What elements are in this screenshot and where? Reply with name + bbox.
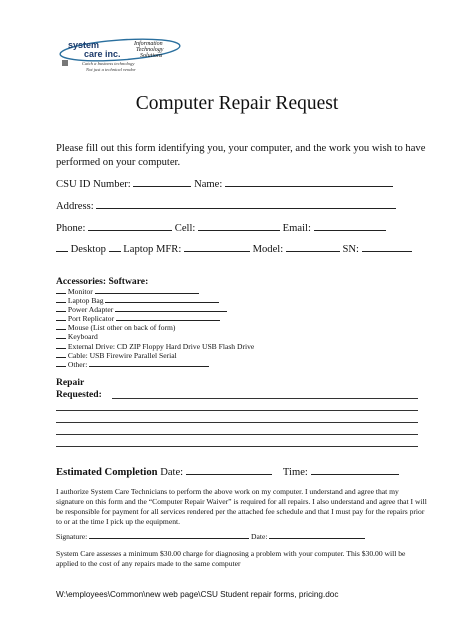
name-label: Name: — [194, 179, 223, 190]
system-care-logo — [58, 36, 188, 80]
mfr-label: MFR: — [155, 244, 182, 255]
completion-date-field[interactable] — [186, 465, 272, 475]
repair-line-3[interactable] — [56, 422, 418, 423]
phone-field[interactable] — [88, 221, 172, 231]
cell-field[interactable] — [198, 221, 280, 231]
mfr-field[interactable] — [184, 242, 250, 252]
accessories-heading: Accessories: Software: — [56, 276, 149, 287]
desktop-check[interactable] — [56, 242, 68, 252]
address-field[interactable] — [96, 199, 396, 209]
completion-row — [56, 465, 399, 478]
sn-label: SN: — [342, 244, 360, 255]
svg-text:care inc.: care inc. — [84, 49, 121, 59]
csu-id-row — [56, 177, 393, 190]
completion-time-field[interactable] — [311, 465, 399, 475]
model-label: Model: — [252, 244, 284, 255]
desktop-label: Desktop — [70, 244, 106, 255]
repair-line-4[interactable] — [56, 434, 418, 435]
svg-text:Catch a business technology: Catch a business technology — [82, 61, 135, 66]
laptop-label: Laptop — [123, 244, 154, 255]
form-title: Computer Repair Request — [135, 93, 339, 114]
signature-date-field[interactable] — [269, 532, 365, 539]
csu-id-label: CSU ID Number: — [56, 179, 131, 190]
name-field[interactable] — [225, 177, 393, 187]
csu-id-field[interactable] — [133, 177, 191, 187]
completion-label: Estimated Completion — [56, 467, 158, 478]
email-field[interactable] — [314, 221, 386, 231]
address-row — [56, 199, 396, 212]
signature-date-label: Date: — [251, 532, 268, 541]
svg-text:system: system — [68, 40, 100, 50]
accessory-item[interactable]: Monitor — [56, 287, 436, 296]
accessory-item[interactable]: Other: — [56, 360, 436, 369]
email-label: Email: — [282, 223, 311, 234]
signature-label: Signature: — [56, 532, 88, 541]
authorization-text: I authorize System Care Technicians to perform the above work on my computer. I understand and agree that my signature on this form and the “Computer Repair Waiver” is required for all repairs. I also understand and agree that I will be responsible for payment for all services rendered per the attached fee schedule and that I must pay for the repairs prior to or at the time I pick up the equipment. — [56, 487, 427, 526]
svg-text:Solutions: Solutions — [140, 53, 163, 59]
charge-note: System Care assesses a minimum $30.00 charge for diagnosing a problem with your computer. This $30.00 will be applied to the cost of any repairs made to the same computer — [56, 549, 406, 568]
intro-text: Please fill out this form identifying you, your computer, and the work you wish to have performed on your computer. — [56, 143, 426, 168]
computer-row — [56, 242, 412, 255]
svg-text:Information: Information — [134, 41, 163, 47]
requested-label: Requested: — [56, 389, 102, 400]
accessory-item[interactable]: Laptop Bag — [56, 296, 436, 305]
accessory-item[interactable]: External Drive: CD ZIP Floppy Hard Drive USB Flash Drive — [56, 342, 436, 351]
svg-text:Not just a technical vendor: Not just a technical vendor — [86, 67, 136, 72]
signature-field[interactable] — [89, 532, 249, 539]
repair-label: Repair — [56, 377, 85, 388]
accessory-item[interactable]: Cable: USB Firewire Parallel Serial — [56, 351, 436, 360]
laptop-check[interactable] — [109, 242, 121, 252]
accessory-item[interactable]: Mouse (List other on back of form) — [56, 323, 436, 332]
accessory-item[interactable]: Keyboard — [56, 332, 436, 341]
phone-label: Phone: — [56, 223, 86, 234]
cell-label: Cell: — [174, 223, 196, 234]
contact-row — [56, 221, 386, 234]
repair-line-1[interactable] — [112, 398, 418, 399]
svg-text:Technology: Technology — [136, 47, 164, 53]
accessories-list — [56, 287, 436, 369]
completion-time-label: Time: — [282, 467, 308, 478]
repair-line-5[interactable] — [56, 446, 418, 447]
footer-path: W:\employees\Common\new web page\CSU Student repair forms, pricing.doc — [56, 590, 339, 599]
accessory-item[interactable]: Power Adapter — [56, 305, 436, 314]
accessory-item[interactable]: Port Replicator — [56, 314, 436, 323]
signature-row — [56, 532, 365, 541]
completion-date-label: Date: — [160, 467, 184, 478]
repair-line-2[interactable] — [56, 410, 418, 411]
model-field[interactable] — [286, 242, 340, 252]
address-label: Address: — [56, 201, 94, 212]
sn-field[interactable] — [362, 242, 412, 252]
